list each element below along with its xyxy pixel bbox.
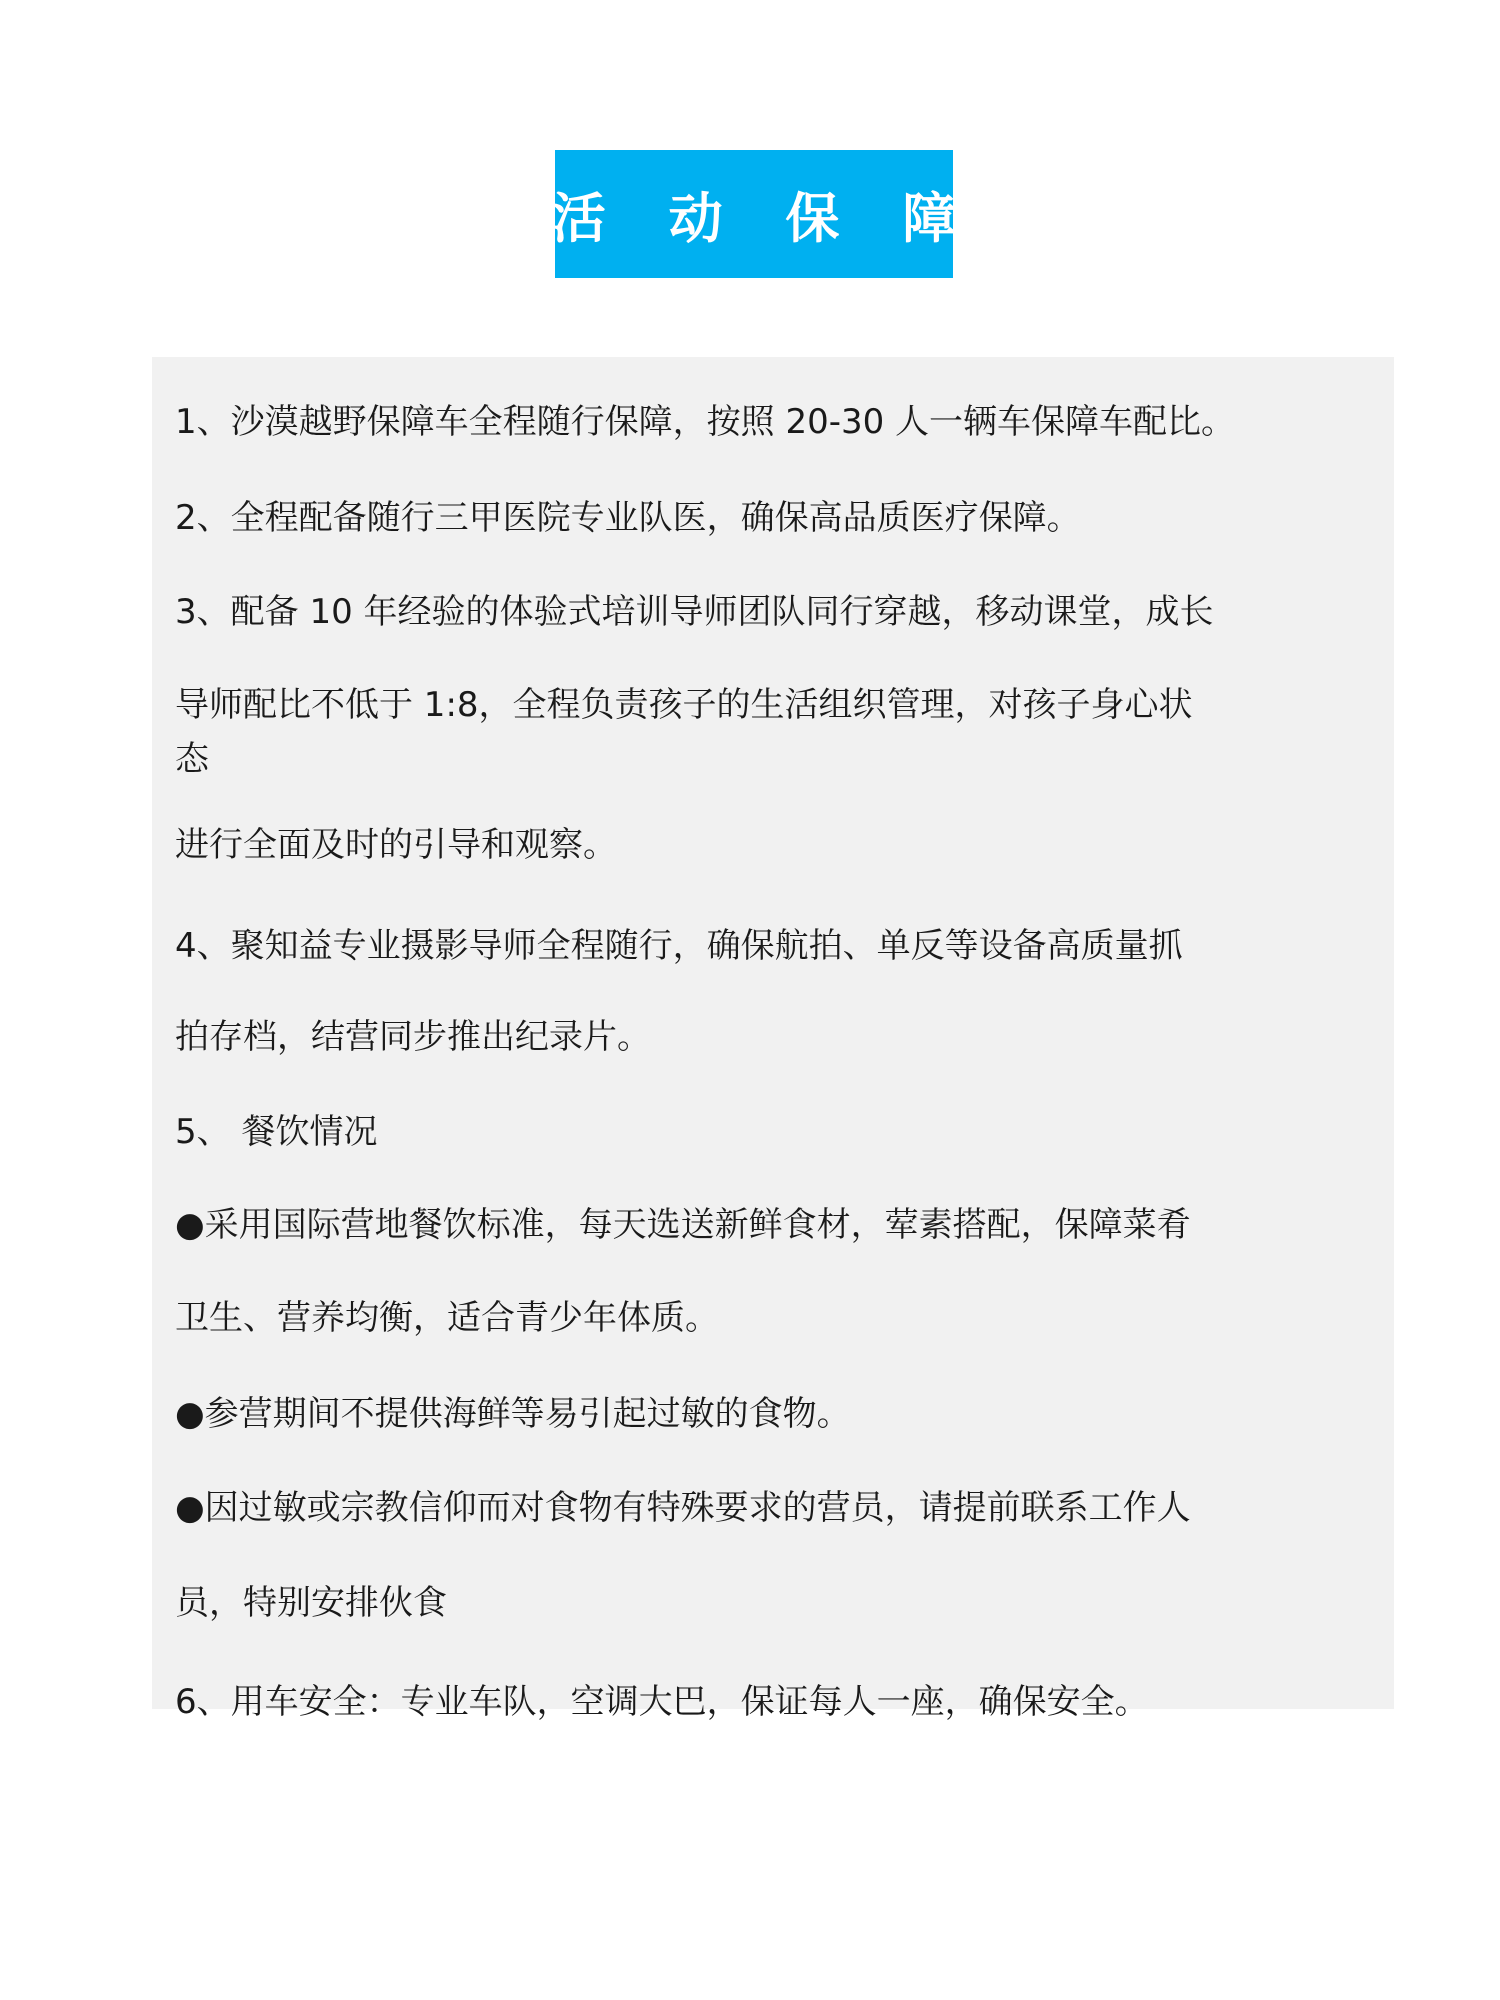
item-4-photography-line-2: 拍存档，结营同步推出纪录片。 <box>175 1017 651 1057</box>
item-2-medical-support: 2、全程配备随行三甲医院专业队医，确保高品质医疗保障。 <box>175 498 1081 538</box>
item-3-mentor-team-line-3: 态 <box>175 739 209 779</box>
catering-bullet-3-line-2: 员，特别安排伙食 <box>175 1583 447 1623</box>
item-4-photography-line-1: 4、聚知益专业摄影导师全程随行，确保航拍、单反等设备高质量抓 <box>175 926 1183 966</box>
catering-bullet-1-line-1: ●采用国际营地餐饮标准，每天选送新鲜食材，荤素搭配，保障菜肴 <box>175 1205 1191 1245</box>
page-title: 活 动 保 障 <box>551 186 979 250</box>
item-3-mentor-team-line-1: 3、配备 10 年经验的体验式培训导师团队同行穿越，移动课堂，成长 <box>175 592 1214 632</box>
item-5-catering-heading: 5、 餐饮情况 <box>175 1112 378 1152</box>
item-1-vehicle-support: 1、沙漠越野保障车全程随行保障，按照 20-30 人一辆车保障车配比。 <box>175 402 1236 442</box>
catering-bullet-3-line-1: ●因过敏或宗教信仰而对食物有特殊要求的营员，请提前联系工作人 <box>175 1488 1191 1528</box>
title-banner <box>551 150 979 278</box>
catering-bullet-1-line-2: 卫生、营养均衡，适合青少年体质。 <box>175 1298 719 1338</box>
catering-bullet-2: ●参营期间不提供海鲜等易引起过敏的食物。 <box>175 1394 851 1434</box>
item-3-mentor-team-line-4: 进行全面及时的引导和观察。 <box>175 825 617 865</box>
item-3-mentor-team-line-2: 导师配比不低于 1:8，全程负责孩子的生活组织管理，对孩子身心状 <box>175 685 1193 725</box>
item-6-vehicle-safety: 6、用车安全：专业车队，空调大巴，保证每人一座，确保安全。 <box>175 1682 1149 1722</box>
